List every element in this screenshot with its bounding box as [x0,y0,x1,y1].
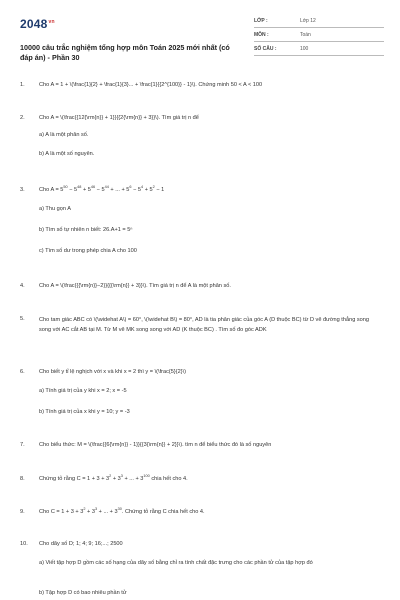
meta-label: LỚP : [254,18,268,24]
sub-question: a) A là một phân số. [39,132,89,138]
meta-label: SỐ CÂU : [254,46,277,52]
question-text: Cho biểu thức: M = \(\frac{{6{\rm{n}} - 1}}{{3{\rm{n}} + 2}}\). tìm n để biểu thức đó là số nguyên [39,442,272,448]
sub-question: b) A là một số nguyên. [39,151,95,157]
sub-question: a) Thu gọn A [39,206,71,212]
sub-question: a) Tính giá trị của y khi x = 2; x = -5 [39,388,127,394]
site-logo[interactable]: $2048^{vn}$ [20,17,55,31]
question-text: Cho $A = 5^{50} - 5^{48} + 5^{46} - 5^{44}$ + ... + $5^6 - 5^4 + 5^2 - 1$ [39,185,165,193]
meta-value: Toán [300,32,311,38]
question-number: 4. [20,283,25,289]
sub-question: b) Tập hợp D có bao nhiêu phần tử [39,590,127,596]
question-number: 6. [20,369,25,375]
question-number: 10. [20,541,28,547]
question-number: 3. [20,187,25,193]
question-text: Cho dãy số D; 1; 4; 9; 16;...; 2500 [39,541,123,547]
divider [254,55,384,56]
question-text: Cho A = 1 + \(\frac{1}{2} + \frac{1}{3}... + \frac{1}{{2^{100}} - 1}\). Chứng minh 50 < A < 100 [39,82,263,88]
document-title: 10000 câu trắc nghiệm tổng hợp môn Toán 2025 mới nhất (có đáp án) - Phần 30 [20,43,230,62]
question-text: Cho $C = 1 + 3 + 3^2 + 3^3$ + ... + $3^{30}$. Chứng tỏ rằng C chia hết cho 4. [39,507,205,515]
meta-label: MÔN : [254,32,269,38]
meta-subject [254,32,384,46]
divider [254,27,384,28]
question-text: Chứng tỏ rằng $C = 1 + 3 + 3^2 + 3^3$ + ... + $3^{100}$ chia hết cho 4. [39,474,188,482]
question-number: 2. [20,115,25,121]
meta-value: 100 [300,46,309,52]
question-text: Cho biết y tỉ lệ nghịch với x và khi x = 2 thì y = \(\frac{5}{2}\) [39,369,187,375]
divider [254,41,384,42]
question-text: Cho A = \(\frac{{{\rm{n}}−2}}{{{\rm{n}} + 3}}\). Tìm giá trị n để A là một phân số. [39,283,231,289]
meta-value: Lớp 12 [300,18,316,24]
question-number: 1. [20,82,25,88]
question-number: 7. [20,442,25,448]
document-meta [254,18,384,60]
question-number: 5. [20,316,25,322]
meta-class [254,18,384,32]
sub-question: b) Tính giá trị của x khi y = 10; y = -3 [39,409,130,415]
sub-question: a) Viết tập hợp D gồm các số hạng của dãy số bằng chỉ ra tính chất đặc trưng cho các phần tử của tập hợp đó [39,560,313,566]
sub-question: c) Tìm số dư trong phép chia A cho 100 [39,248,137,254]
question-number: 8. [20,476,25,482]
document-header [20,14,384,84]
sub-question: b) Tìm số tự nhiên n biết: 26.A+1 = 5ⁿ [39,227,133,233]
question-text: Cho A = \(\frac{{12{\rm{n}} + 1}}{{2{\rm{n}} + 3}}\). Tìm giá trị n để [39,115,199,121]
question-text: Cho tam giác ABC có \(\widehat A\) = 60°, \(\widehat B\) = 80°, AD là tia phân giác của góc A (D thuộc BC) từ D vẽ đường thẳng song song với AC cắt AB tại M. Từ M vẽ MK song song với AD (K thuộc BC) . Tìm số đo góc ADK [39,317,369,333]
meta-count [254,46,384,60]
question-number: 9. [20,509,25,515]
logo-suffix: vn [48,19,55,25]
